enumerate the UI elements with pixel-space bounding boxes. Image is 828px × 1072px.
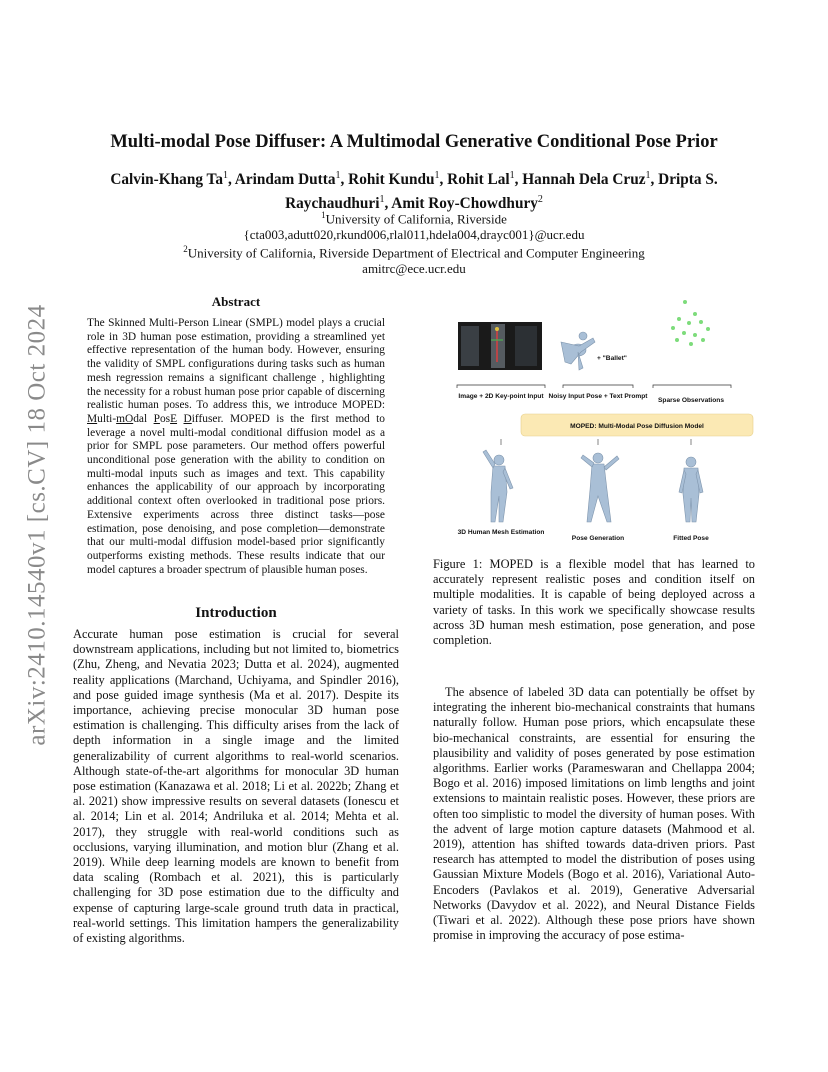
affiliation-2: $^2$University of California, Riverside Department of Electrical and Computer Engineering	[183, 244, 645, 261]
author-affiliation: 1	[379, 194, 385, 206]
input-image-thumbnail	[458, 322, 542, 370]
author-affiliation: 2	[537, 194, 543, 206]
affiliations	[80, 208, 748, 276]
label-noisy-input: Noisy Input Pose + Text Prompt	[548, 393, 648, 400]
model-box-label: MOPED: Multi-Modal Pose Diffusion Model	[570, 423, 704, 430]
author-name: Hannah Dela Cruz	[522, 171, 646, 189]
figure-1	[433, 292, 755, 547]
author-affiliation: 1	[434, 170, 440, 181]
output-fitted-pose	[679, 457, 703, 522]
output-pose-generation	[581, 453, 619, 522]
label-sparse-observations: Sparse Observations	[658, 397, 724, 404]
figure-1-caption: Figure 1: MOPED is a flexible model that has learned to accurately represent realistic poses and condition itself on multiple modalities. It is capable of being deployed across a variety of tasks. In this work we specifically showcase results across 3D human mesh estimation, pose generation, and pose completion.	[433, 557, 755, 648]
author-affiliation: 1	[335, 170, 341, 181]
figure-diagram	[433, 292, 755, 547]
right-column-text: The absence of labeled 3D data can potentially be offset by integrating the inherent bio-mechanical constraints that humans naturally follow. Human pose priors, which encapsulate these bio-mechanical constraints, are essential for ensuring the plausibility and validity of poses generated by pose estimation algorithms. Earlier works (Parameswaran and Chellappa 2004; Bogo et al. 2016) imposed limitations on limb lengths and joint extensions to maintain realistic poses. However, these priors are often too simplistic to model the diversity of human poses. With the advent of large motion capture datasets (Mahmood et al. 2019), attention has shifted towards data-driven priors. Past research has attempted to model the distribution of poses using Gaussian Mixture Models (Bogo et al. 2016), Variational Auto-Encoders (Pavlakos et al. 2019), Generative Adversarial Networks (Davydov et al. 2022), and Neural Distance Fields (Tiwari et al. 2022). Although these pose priors have shown promise in improving the accuracy of pose estima-	[433, 685, 755, 943]
flow-arrows	[501, 439, 691, 445]
author-affiliation: 1	[509, 170, 515, 181]
author-name: Arindam Dutta	[234, 171, 336, 189]
affiliation-2-email: amitrc@ece.ucr.edu	[362, 260, 466, 276]
author-list: Calvin-Khang Ta$^1$, Arindam Dutta$^1$, Rohit Kundu$^1$, Rohit Lal$^1$, Hannah Dela Cruz$^1$, Dripta S. Raychaudhuri$^1$, Amit Roy-Chowdhury$^2$	[110, 170, 718, 213]
abstract-heading: Abstract	[211, 294, 261, 309]
output-mesh-estimation	[483, 450, 513, 522]
label-image-input: Image + 2D Key-point Input	[458, 393, 544, 400]
arxiv-id-text: arXiv:2410.14540v1 [cs.CV] 18 Oct 2024	[24, 304, 52, 746]
paper-title: Multi-modal Pose Diffuser: A Multimodal Generative Conditional Pose Prior	[110, 132, 718, 152]
author-name: Rohit Lal	[447, 171, 510, 189]
input-brackets	[457, 385, 731, 388]
author-name: Calvin-Khang Ta	[110, 171, 223, 189]
author-name: Rohit Kundu	[348, 171, 435, 189]
label-pose-generation: Pose Generation	[571, 535, 625, 542]
text-prompt-label: + "Ballet"	[597, 355, 627, 362]
affiliation-1-emails: {cta003,adutt020,rkund006,rlal011,hdela004,drayc001}@ucr.edu	[243, 226, 585, 242]
label-mesh-estimation: 3D Human Mesh Estimation	[457, 529, 545, 536]
author-name: Dripta S. Raychaudhuri	[285, 171, 718, 213]
author-affiliation: 1	[222, 170, 228, 181]
noisy-pose-figure	[561, 332, 595, 370]
affiliation-1: $^1$University of California, Riverside	[321, 210, 507, 227]
introduction-text: Accurate human pose estimation is crucial for several downstream applications, including but not limited to, biometrics (Zhu, Zheng, and Nevatia 2023; Dutta et al. 2024), augmented reality applications (Marchand, Uchiyama, and Spindler 2016), and pose guided image synthesis (Ma et al. 2017). Despite its importance, achieving precise monocular 3D human pose estimation is challenging. This difficulty arises from the lack of depth information in a single image and the limited generalizability of current algorithms to real-world scenarios. Although state-of-the-art algorithms for monocular 3D human pose estimation (Kanazawa et al. 2018; Li et al. 2022b; Zhang et al. 2021) show impressive results on several datasets (Ionescu et al. 2014; Lin et al. 2014; Andriluka et al. 2014; Mehta et al. 2017), they struggle with real-world conditions such as occlusions, varying illumination, and motion blur (Zhang et al. 2019). While deep learning models are known to benefit from data scaling (Rombach et al. 2021), this is particularly challenging for 3D pose estimation due to the difficulty and expense of capturing large-scale ground truth data in practical, real-world settings. This limitation hampers the generalizability of existing algorithms.	[73, 627, 399, 946]
introduction-heading: Introduction	[195, 605, 277, 621]
abstract-text: The Skinned Multi-Person Linear (SMPL) model plays a crucial role in 3D human pose estimation, providing a streamlined yet effective representation of the human body. However, ensuring the validity of SMPL configurations during tasks such as human mesh regression remains a significant challenge , highlighting the necessity for a robust human pose prior capable of discerning realistic human poses. To address this, we introduce MOPED: Multi-mOdal PosE Diffuser. MOPED is the first method to leverage a novel multi-modal conditional diffusion model as a prior for SMPL pose parameters. Our method offers powerful unconditional pose generation with the ability to condition on multi-modal inputs such as images and text. This capability enhances the applicability of our approach by incorporating additional context often overlooked in traditional pose priors. Extensive experiments across three distinct tasks—pose estimation, pose denoising, and pose completion—demonstrate that our multi-modal diffusion model-based prior significantly outperforms existing methods. These results indicate that our model captures a broader spectrum of plausible human poses.	[87, 317, 385, 576]
author-affiliation: 1	[645, 170, 651, 181]
author-name: Amit Roy-Chowdhury	[391, 195, 538, 213]
arxiv-identifier	[24, 290, 52, 760]
label-fitted-pose: Fitted Pose	[673, 535, 709, 542]
sparse-observations-points	[671, 300, 710, 346]
